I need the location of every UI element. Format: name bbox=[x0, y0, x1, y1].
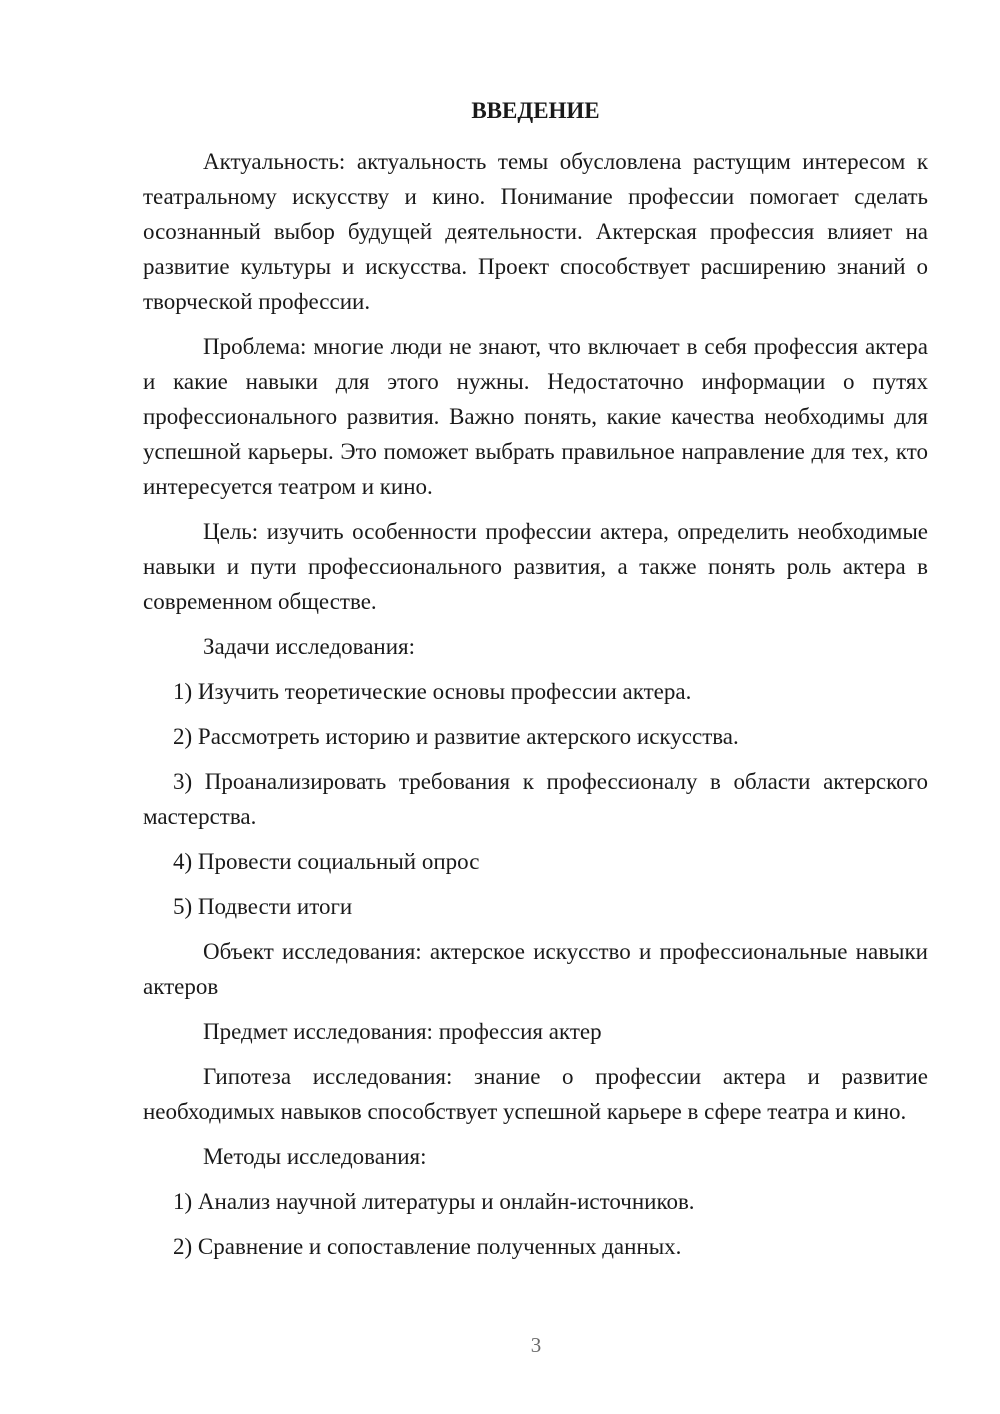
method-item-2: 2) Сравнение и сопоставление полученных данных. bbox=[173, 1234, 682, 1259]
hypothesis-paragraph: Гипотеза исследования: знание о профессии актера и развитие необходимых навыков способствует успешной карьере в сфере театра и кино. bbox=[143, 1064, 928, 1124]
problem-paragraph: Проблема: многие люди не знают, что включает в себя профессия актера и какие навыки для этого нужны. Недостаточно информации о путях профессионального развития. Важно понять, какие качества необходимы для успешной карьеры. Это поможет выбрать правильное направление для тех, кто интересуется театром и кино. bbox=[143, 334, 928, 499]
goal-paragraph: Цель: изучить особенности профессии актера, определить необходимые навыки и пути профессионального развития, а также понять роль актера в современном обществе. bbox=[143, 519, 928, 614]
method-item-1: 1) Анализ научной литературы и онлайн-источников. bbox=[173, 1189, 695, 1214]
task-item-1: 1) Изучить теоретические основы профессии актера. bbox=[173, 679, 692, 704]
task-item-3: 3) Проанализировать требования к профессионалу в области актерского мастерства. bbox=[143, 769, 928, 829]
relevance-paragraph: Актуальность: актуальность темы обусловлена растущим интересом к театральному искусству и кино. Понимание профессии помогает сделать осознанный выбор будущей деятельности. Актерская профессия влияет на развитие культуры и искусства. Проект способствует расширению знаний о творческой профессии. bbox=[143, 149, 928, 314]
object-paragraph: Объект исследования: актерское искусство и профессиональные навыки актеров bbox=[143, 939, 928, 999]
task-item-4: 4) Провести социальный опрос bbox=[173, 849, 480, 874]
subject-paragraph: Предмет исследования: профессия актер bbox=[203, 1019, 602, 1044]
tasks-heading: Задачи исследования: bbox=[203, 634, 416, 659]
page-number: 3 bbox=[530, 1333, 542, 1357]
methods-heading: Методы исследования: bbox=[203, 1144, 427, 1169]
task-item-5: 5) Подвести итоги bbox=[173, 894, 353, 919]
task-item-2: 2) Рассмотреть историю и развитие актерского искусства. bbox=[173, 724, 739, 749]
page-title: ВВЕДЕНИЕ bbox=[471, 98, 600, 123]
page-content bbox=[143, 96, 928, 1274]
